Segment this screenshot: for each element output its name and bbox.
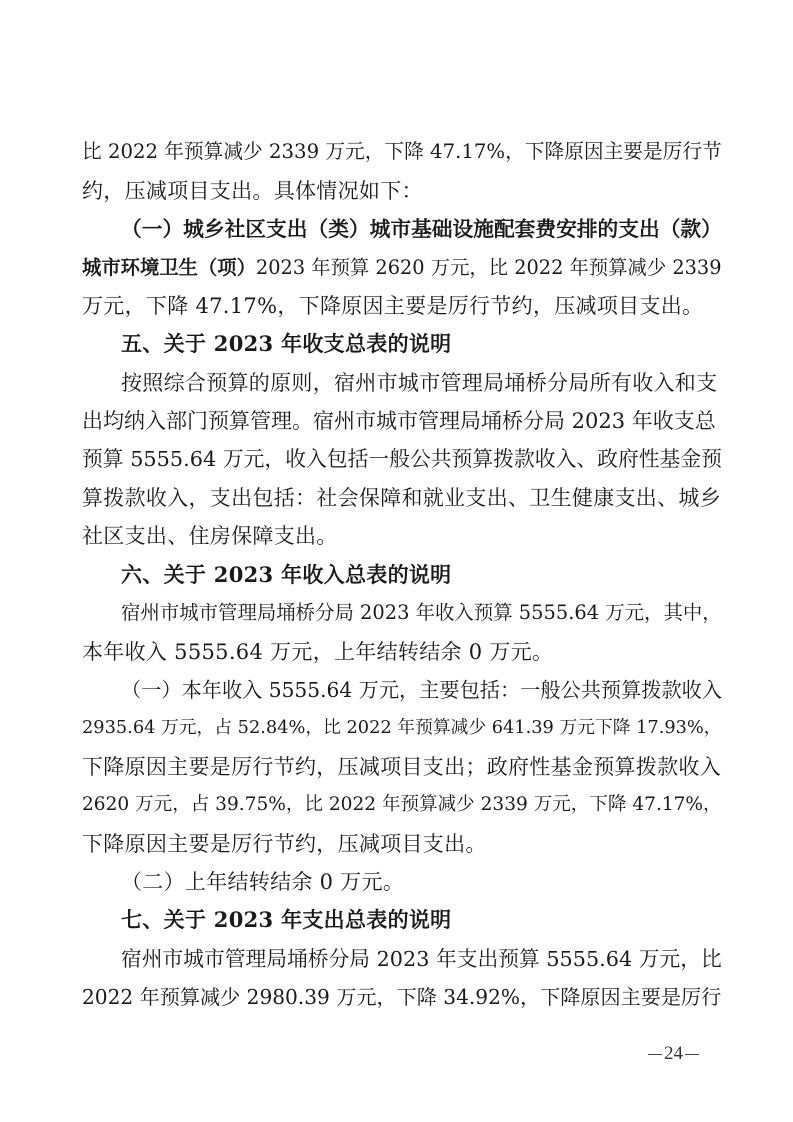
page-number-value: 24 — [664, 1043, 683, 1064]
section-heading-7: 七、关于 2023 年支出总表的说明 — [121, 907, 452, 932]
body-text-span: 2023 年预算 2620 万元，比 2022 年预算减少 2339 — [255, 256, 722, 279]
body-text-line: 按照综合预算的原则，宿州市城市管理局埇桥分局所有收入和支 — [121, 371, 718, 395]
body-text-line: 宿州市城市管理局埇桥分局 2023 年收入预算 5555.64 万元，其中， — [121, 601, 722, 624]
subsection-heading: （一）城乡社区支出（类）城市基础设施配套费安排的支出（款） — [121, 217, 722, 241]
body-text-line: 算拨款收入，支出包括：社会保障和就业支出、卫生健康支出、城乡 — [82, 486, 721, 510]
body-text-line: 预算 5555.64 万元，收入包括一般公共预算拨款收入、政府性基金预 — [82, 447, 722, 471]
dash-decoration — [685, 1054, 699, 1055]
body-text-line: 比 2022 年预算减少 2339 万元，下降 47.17%，下降原因主要是厉行节 — [82, 140, 722, 163]
body-text-line: 下降原因主要是厉行节约，压减项目支出；政府性基金预算拨款收入 — [82, 755, 721, 779]
body-text-line: 本年收入 5555.64 万元，上年结转结余 0 万元。 — [82, 640, 554, 664]
page-number — [646, 1042, 701, 1066]
body-text-line: 2620 万元，占 39.75%，比 2022 年预算减少 2339 万元，下降 47.17%， — [82, 794, 722, 815]
body-text-line: （一）本年收入 5555.64 万元，主要包括：一般公共预算拨款收入 — [121, 678, 723, 702]
body-text-line — [82, 253, 722, 283]
body-text-line: 约，压减项目支出。具体情况如下： — [82, 179, 423, 203]
section-heading-6: 六、关于 2023 年收入总表的说明 — [121, 562, 452, 587]
body-text-line: 社区支出、住房保障支出。 — [82, 524, 338, 548]
subsection-heading-continuation: 城市环境卫生（项） — [82, 256, 256, 279]
dash-decoration — [648, 1054, 662, 1055]
body-text-line: 下降原因主要是厉行节约，压减项目支出。 — [82, 832, 487, 856]
body-text-line: 宿州市城市管理局埇桥分局 2023 年支出预算 5555.64 万元，比 — [121, 947, 722, 971]
body-text-line: 出均纳入部门预算管理。宿州市城市管理局埇桥分局 2023 年收支总 — [82, 409, 716, 433]
section-heading-5: 五、关于 2023 年收支总表的说明 — [121, 331, 452, 356]
body-text-line: 万元，下降 47.17%，下降原因主要是厉行节约，压减项目支出。 — [82, 294, 704, 318]
body-text-line: 2935.64 万元，占 52.84%，比 2022 年预算减少 641.39 万元下降 17.93%， — [82, 718, 722, 738]
body-text-line: （二）上年结转结余 0 万元。 — [121, 870, 405, 894]
body-text-line: 2022 年预算减少 2980.39 万元，下降 34.92%，下降原因主要是厉行 — [82, 985, 722, 1009]
